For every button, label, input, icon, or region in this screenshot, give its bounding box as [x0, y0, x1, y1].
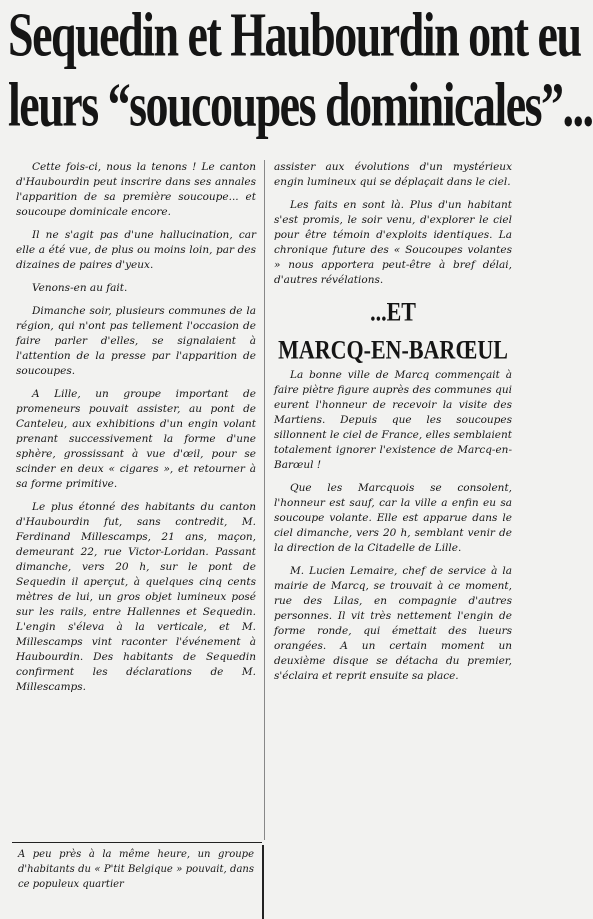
section-subhead-marcq: MARCQ-EN-BARŒUL	[278, 334, 508, 365]
paragraph: assister aux évolutions d'un mystérieux engin lumineux qui se déplaçait dans le ciel.	[274, 161, 512, 188]
headline-line-2: leurs “soucoupes dominicales”...	[8, 70, 593, 140]
paragraph: A Lille, un groupe important de promeneurs pouvait assister, au pont de Canteleu, aux exhibitions d'un engin volant prenant successivement la forme d'une sphère, grossissant à vue d'œil, pour se scinder en deux « cigares », et retourner à sa forme primitive.	[16, 388, 256, 490]
right-column	[274, 160, 512, 692]
paragraph: Que les Marcquois se consolent, l'honneur est sauf, car la ville a enfin eu sa soucoupe volante. Elle est apparue dans le ciel dimanche, vers 20 h, semblant venir de la direction de la Citadelle de Lille.	[274, 482, 512, 554]
paragraph: La bonne ville de Marcq commençait à faire piètre figure auprès des communes qui eurent l'honneur de recevoir la visite des Martiens. Depuis que les soucoupes sillonnent le ciel de France, elles semblaient totalement ignorer l'existence de Marcq-en-Barœul !	[274, 369, 512, 471]
paragraph: Le plus étonné des habitants du canton d'Haubourdin fut, sans contredit, M. Ferdinand Millescamps, 21 ans, maçon, demeurant 22, rue Victor-Loridan. Passant dimanche, vers 20 h, sur le pont de Sequedin il aperçut, à quelques cinq cents mètres de lui, un gros objet lumineux posé sur les rails, entre Hallennes et Sequedin. L'engin s'éleva à la verticale, et M. Millescamps vint raconter l'événement à Haubourdin. Des habitants de Sequedin confirment les déclarations de M. Millescamps.	[16, 501, 256, 693]
headline-line-1: Sequedin et Haubourdin ont eu	[8, 0, 581, 69]
paragraph: Cette fois-ci, nous la tenons ! Le canton d'Haubourdin peut inscrire dans ses annales l'apparition de sa première soucoupe... et soucoupe dominicale encore.	[16, 161, 256, 218]
section-subhead-et: ...ET	[370, 296, 416, 327]
left-column	[16, 160, 256, 703]
paragraph: Venons-en au fait.	[32, 282, 128, 294]
divider-rule	[12, 842, 262, 843]
paragraph: A peu près à la même heure, un groupe d'habitants du « P'tit Belgique » pouvait, dans ce populeux quartier	[18, 849, 254, 890]
bottom-continuation-box	[12, 845, 264, 919]
headline	[0, 0, 593, 140]
paragraph: Il ne s'agit pas d'une hallucination, car elle a été vue, de plus ou moins loin, par des dizaines de paires d'yeux.	[16, 229, 256, 271]
column-divider	[264, 160, 265, 840]
paragraph: Dimanche soir, plusieurs communes de la région, qui n'ont pas tellement l'occasion de faire parler d'elles, se signalaient à l'attention de la presse par l'apparition de soucoupes.	[16, 305, 256, 377]
paragraph: Les faits en sont là. Plus d'un habitant s'est promis, le soir venu, d'explorer le ciel pour être témoin d'exploits identiques. La chronique future des « Soucoupes volantes » nous apportera peut-être à bref délai, d'autres révélations.	[274, 199, 512, 286]
paragraph: M. Lucien Lemaire, chef de service à la mairie de Marcq, se trouvait à ce moment, rue des Lilas, en compagnie d'autres personnes. Il vit très nettement l'engin de forme ronde, qui émettait des lueurs orangées. A un certain moment un deuxième disque se détacha du premier, s'éclaira et reprit ensuite sa place.	[274, 565, 512, 682]
